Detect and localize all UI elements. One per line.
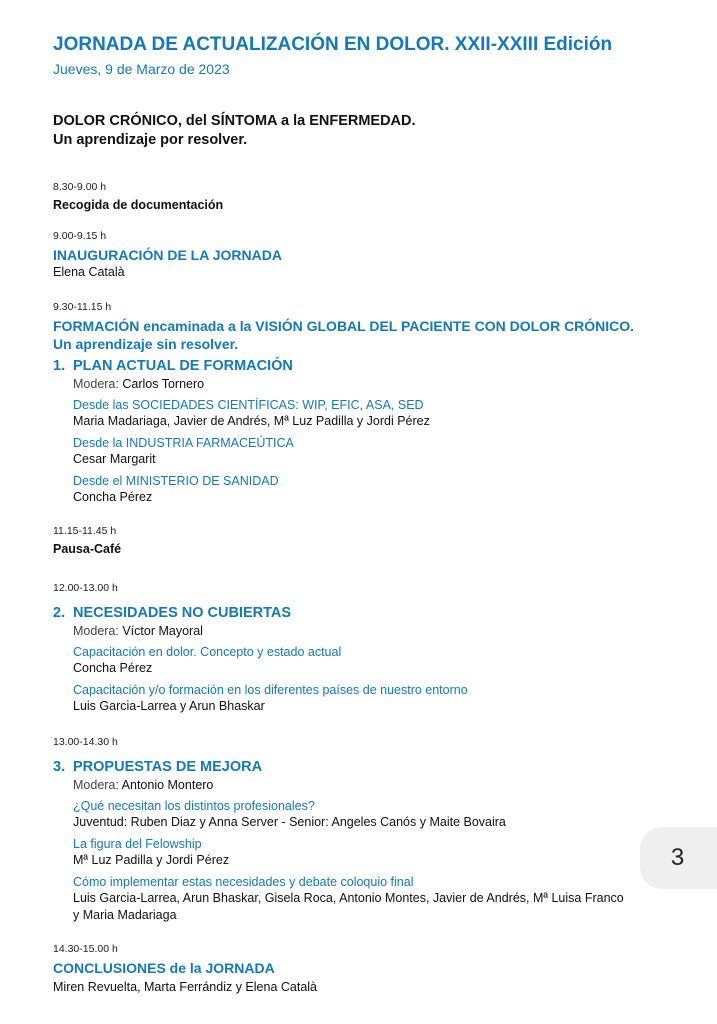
moderator-label: Modera: [73,624,119,638]
topic-3-heading [53,758,693,776]
topic-2-number: 2. [53,605,66,621]
talk-item [73,473,693,506]
registration-title: Recogida de documentación [53,198,224,212]
talk-title: Desde la INDUSTRIA FARMACEÚTICA [73,436,294,450]
talk-speakers: Concha Pérez [73,661,153,675]
topic-1-moderator [73,376,693,392]
talk-title: ¿Qué necesitan los distintos profesionales? [73,799,315,813]
conclusions-title: CONCLUSIONES de la JORNADA [53,960,275,976]
inauguration-title: INAUGURACIÓN DE LA JORNADA [53,247,282,263]
program-page [53,33,693,995]
topic-2-block [53,581,693,715]
page-number-badge [640,827,717,889]
talk-speakers: Juventud: Ruben Diaz y Anna Server - Senior: Angeles Canós y Maite Bovaira [73,815,506,829]
talk-speakers: Luis Garcia-Larrea, Arun Bhaskar, Gisela Roca, Antonio Montes, Javier de Andrés, Mª Luisa Franco [73,891,624,905]
talk-title: Cómo implementar estas necesidades y debate coloquio final [73,875,414,889]
moderator-name: Carlos Tornero [122,377,205,391]
formation-time: 9.30-11.15 h [53,301,112,313]
topic-1-heading [53,357,693,375]
registration-block [53,180,693,214]
talk-item [73,682,693,715]
topic-1-title: PLAN ACTUAL DE FORMACIÓN [73,358,293,374]
topic-3 [53,758,693,924]
registration-time: 8.30-9.00 h [53,181,107,193]
topic-2-moderator [73,623,693,639]
inauguration-speaker: Elena Català [53,265,125,279]
talk-speakers: Cesar Margarit [73,452,156,466]
topic-3-number: 3. [53,759,66,775]
formation-title [53,317,693,353]
talk-item [73,798,693,831]
subtitle-line-2: Un aprendizaje por resolver. [53,132,248,148]
talk-item [73,397,693,430]
talk-speakers: Mª Luz Padilla y Jordi Pérez [73,853,230,867]
talk-item [73,836,693,869]
subtitle-line-1: DOLOR CRÓNICO, del SÍNTOMA a la ENFERMEDAD. [53,113,416,129]
topic-2-heading [53,604,693,622]
topic-3-moderator [73,777,693,793]
moderator-name: Víctor Mayoral [122,624,203,638]
talk-title: Capacitación en dolor. Concepto y estado actual [73,645,342,659]
talk-item [73,874,693,924]
talk-item [73,644,693,677]
conclusions-time: 14.30-15.00 h [53,943,118,955]
event-date: Jueves, 9 de Marzo de 2023 [53,61,230,77]
talk-title: Desde las SOCIEDADES CIENTÍFICAS: WIP, EFIC, ASA, SED [73,398,424,412]
topic-2-title: NECESIDADES NO CUBIERTAS [73,605,292,621]
topic-3-time: 13.00-14.30 h [53,736,118,748]
moderator-label: Modera: [73,377,119,391]
formation-title-line-1: FORMACIÓN encaminada a la VISIÓN GLOBAL DEL PACIENTE CON DOLOR CRÓNICO. [53,318,635,334]
topic-1-body [73,376,693,506]
topic-3-block [53,735,693,924]
talk-title: Capacitación y/o formación en los diferentes países de nuestro entorno [73,683,468,697]
topic-2 [53,604,693,715]
inauguration-block [53,229,693,280]
conclusions-block [53,942,693,995]
talk-item [73,435,693,468]
talk-title: Desde el MINISTERIO DE SANIDAD [73,474,279,488]
topic-2-time: 12.00-13.00 h [53,582,118,594]
topic-1 [53,357,693,506]
conclusions-speakers: Miren Revuelta, Marta Ferrándiz y Elena Català [53,980,318,994]
break-time: 11.15-11.45 h [53,525,117,537]
event-subtitle [53,112,693,150]
formation-title-line-2: Un aprendizaje sin resolver. [53,336,239,352]
talk-title: La figura del Felowship [73,837,202,851]
talk-speakers: Concha Pérez [73,490,153,504]
talk-speakers-continued: y Maria Madariaga [73,908,177,922]
talk-speakers: Luis Garcia-Larrea y Arun Bhaskar [73,699,265,713]
moderator-name: Antonio Montero [121,778,214,792]
formation-block [53,300,693,506]
talk-speakers: Maria Madariaga, Javier de Andrés, Mª Luz Padilla y Jordi Pérez [73,414,430,428]
moderator-label: Modera: [73,778,119,792]
topic-3-title: PROPUESTAS DE MEJORA [73,759,263,775]
break-title: Pausa-Café [53,542,122,556]
topic-1-number: 1. [53,358,66,374]
topic-3-body [73,777,693,924]
event-title: JORNADA DE ACTUALIZACIÓN EN DOLOR. XXII-XXIII Edición [53,34,613,55]
page-number: 3 [670,844,685,871]
inauguration-time: 9.00-9.15 h [53,230,107,242]
break-block [53,524,693,558]
topic-2-body [73,623,693,715]
